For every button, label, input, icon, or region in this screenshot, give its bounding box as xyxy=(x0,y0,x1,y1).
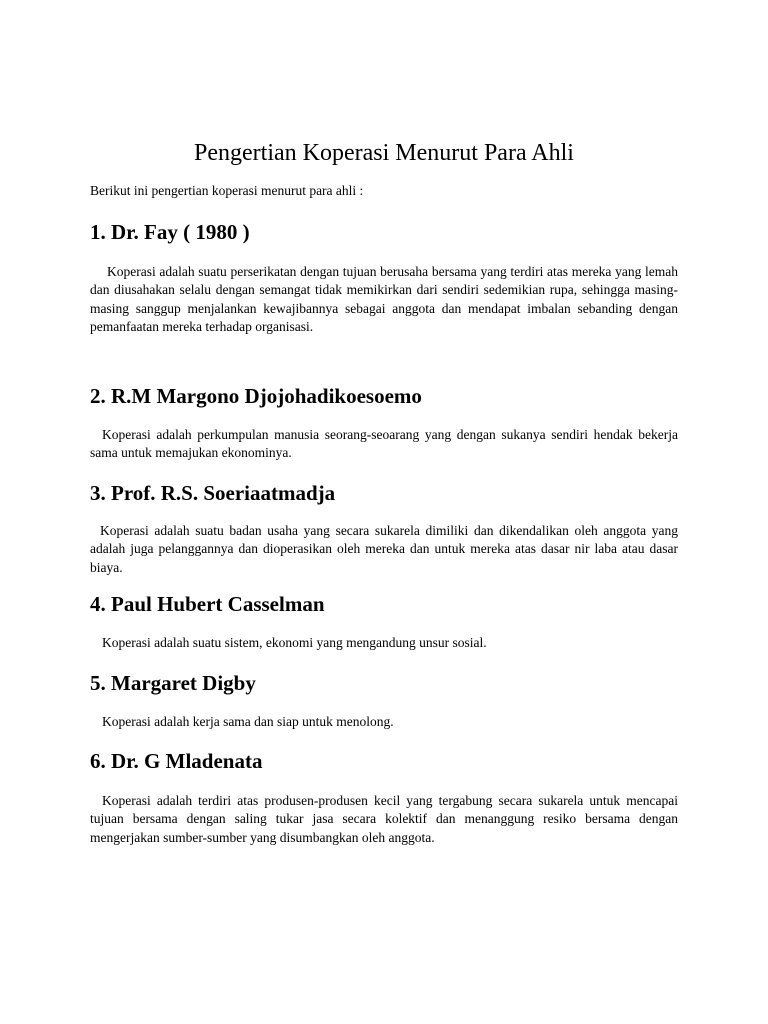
section-body: Koperasi adalah terdiri atas produsen-produsen kecil yang tergabung secara sukarela untuk mencapai tujuan bersama dengan saling tukar jasa secara kolektif dan menanggung resiko bersama dengan mengerjakan sumber-sumber yang disumbangkan oleh anggota. xyxy=(90,793,678,845)
section-heading: 4. Paul Hubert Casselman xyxy=(90,592,325,616)
section-heading: 5. Margaret Digby xyxy=(90,671,256,695)
section-body: Koperasi adalah kerja sama dan siap untuk menolong. xyxy=(102,714,394,729)
section-heading: 2. R.M Margono Djojohadikoesoemo xyxy=(90,384,422,408)
section-casselman xyxy=(90,591,678,652)
section-body: Koperasi adalah perkumpulan manusia seorang-seoarang yang dengan sukanya sendiri hendak bekerja sama untuk memajukan ekonominya. xyxy=(90,427,678,461)
intro-text: Berikut ini pengertian koperasi menurut para ahli : xyxy=(90,183,364,198)
section-dr-fay xyxy=(90,219,678,337)
section-heading: 1. Dr. Fay ( 1980 ) xyxy=(90,220,250,244)
section-margono xyxy=(90,383,678,463)
section-body: Koperasi adalah suatu badan usaha yang secara sukarela dimiliki dan dikendalikan oleh anggota yang adalah juga pelanggannya dan dioperasikan oleh mereka dan untuk mereka atas dasar nir laba atau dasar biaya. xyxy=(90,523,678,575)
section-heading: 3. Prof. R.S. Soeriaatmadja xyxy=(90,481,336,505)
section-body: Koperasi adalah suatu perserikatan dengan tujuan berusaha bersama yang terdiri atas mereka yang lemah dan diusahakan selalu dengan semangat tidak memikirkan dari sendiri sedemikian rupa, sehingga masing-masing sanggup menjalankan kewajibannya sebagai anggota dan mendapat imbalan sebanding dengan pemanfaatan mereka terhadap organisasi. xyxy=(90,264,678,335)
document-title: Pengertian Koperasi Menurut Para Ahli xyxy=(194,140,574,166)
section-body: Koperasi adalah suatu sistem, ekonomi yang mengandung unsur sosial. xyxy=(102,635,487,650)
section-mladenata xyxy=(90,748,678,847)
section-soeriaatmadja xyxy=(90,480,678,577)
section-digby xyxy=(90,670,678,731)
section-heading: 6. Dr. G Mladenata xyxy=(90,749,263,773)
